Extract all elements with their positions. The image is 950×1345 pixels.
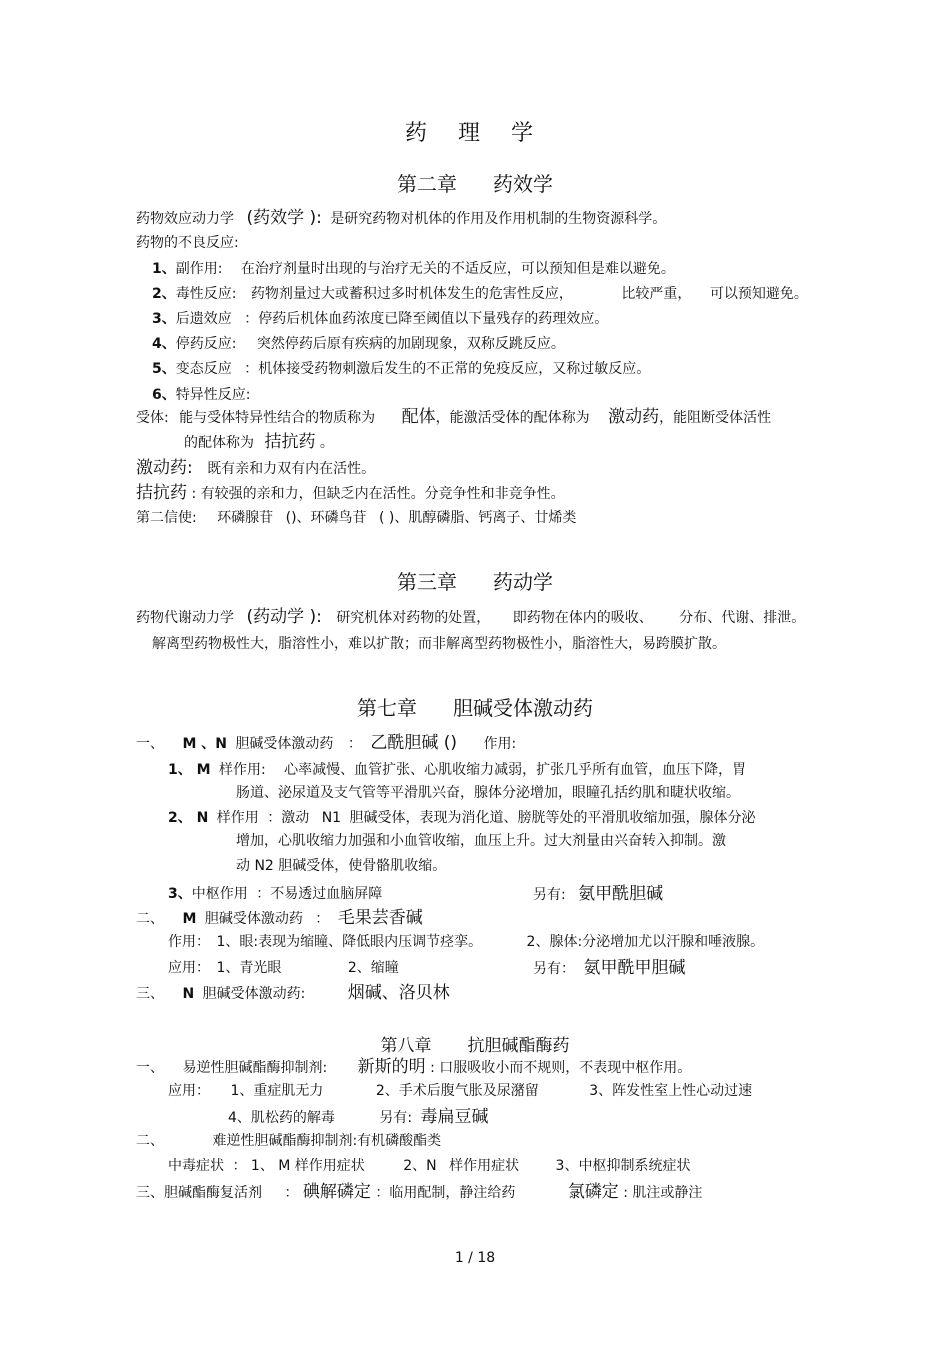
poisoning-symptoms: 中毒症状 ： 1、 M 样作用症状 2、N 样作用症状 3、中枢抑制系统症状 [168, 1158, 691, 1174]
chapter-7-heading: 第七章 胆碱受体激动药 [357, 696, 593, 720]
adverse-reactions-title: 药物的不良反应: [136, 235, 239, 251]
central-effect: 3、中枢作用 ：不易透过血脑屏障 [168, 886, 383, 902]
chapter-2-heading: 第二章 药效学 [397, 172, 553, 196]
antagonist-definition: 拮抗药 : 有较强的亲和力，但缺乏内在活性。分竞争性和非竞争性。 [136, 483, 565, 503]
also-carbachol: 另有: 氨甲酰胆碱 [533, 884, 664, 904]
m-effect: 1、 M 样作用: 心率减慢、血管扩张、心肌收缩力减弱，扩张几乎所有血管，血压下降，胃 [168, 762, 747, 778]
n-agonist-section: 三、 N 胆碱受体激动药: 烟碱、洛贝林 [136, 983, 450, 1003]
n-effect-cont-1: 增加，心肌收缩力加强和小血管收缩，血压上升。过大剂量由兴奋转入抑制。激 [236, 833, 726, 849]
adverse-item-6: 6、特异性反应: [152, 387, 251, 403]
chapter-8-heading: 第八章 抗胆碱酯酶药 [380, 1036, 570, 1056]
n-effect-cont-2: 动 N2 胆碱受体，使骨骼肌收缩。 [236, 858, 447, 874]
adverse-item-5: 5、变态反应 ：机体接受药物刺激后发生的不正常的免疫反应，又称过敏反应。 [152, 361, 651, 377]
pilocarpine-applications: 应用： 1、青光眼 2、缩瞳 [168, 960, 399, 976]
agonist-definition: 激动药: 既有亲和力双有内在活性。 [136, 458, 376, 478]
receptor-definition-cont: 的配体称为 拮抗药 。 [184, 432, 334, 452]
neostigmine-applications: 应用： 1、重症肌无力 2、手术后腹气胀及尿潴留 3、阵发性室上性心动过速 [168, 1083, 753, 1099]
page-number: 1 / 18 [454, 1250, 496, 1266]
ionization-note: 解离型药物极性大，脂溶性小，难以扩散；而非解离型药物极性小，脂溶性大，易跨膜扩散。 [152, 636, 726, 652]
n-effect: 2、 N 样作用 ：激动 N1 胆碱受体，表现为消化道、膀胱等处的平滑肌收缩加强，腺体分泌 [168, 810, 756, 826]
second-messenger: 第二信使: 环磷腺苷 ()、环磷鸟苷 ( )、肌醇磷脂、钙离子、廿烯类 [136, 510, 577, 526]
pilocarpine-effects: 作用： 1、眼:表现为缩瞳、降低眼内压调节痉挛。 2、腺体:分泌增加尤以汗腺和唾液腺。 [168, 934, 765, 950]
pharmacodynamics-definition: 药物效应动力学 (药效学 ): 是研究药物对机体的作用及作用机制的生物资源科学。 [136, 208, 667, 228]
irreversible-inhibitor-section: 二、 难逆性胆碱酯酶抑制剂:有机磷酸酯类 [136, 1133, 442, 1149]
m-effect-cont: 肠道、泌尿道及支气管等平滑肌兴奋，腺体分泌增加，眼瞳孔括约肌和睫状收缩。 [236, 785, 740, 801]
neostigmine-applications-cont: 4、肌松药的解毒 另有: 毒扁豆碱 [228, 1107, 489, 1127]
also-bethanechol: 另有： 氨甲酰甲胆碱 [533, 958, 686, 978]
chapter-3-heading: 第三章 药动学 [397, 570, 553, 594]
document-title: 药 理 学 [405, 121, 545, 146]
mn-agonist-section: 一、 M 、N 胆碱受体激动药 ： 乙酰胆碱 () 作用: [136, 733, 517, 753]
receptor-definition: 受体: 能与受体特异性结合的物质称为 配体，能激活受体的配体称为 激动药，能阻断受体活性 [136, 407, 772, 427]
adverse-item-3: 3、后遗效应 ：停药后机体血药浓度已降至阈值以下量残存的药理效应。 [152, 311, 609, 327]
adverse-item-4: 4、停药反应: 突然停药后原有疾病的加剧现象，双称反跳反应。 [152, 336, 565, 352]
pharmacokinetics-definition: 药物代谢动力学 (药动学 ): 研究机体对药物的处置， 即药物在体内的吸收、 分布、代谢、排泄。 [136, 607, 806, 627]
adverse-item-2: 2、毒性反应: 药物剂量过大或蓄积过多时机体发生的危害性反应， 比较严重， 可以预知避免。 [152, 286, 808, 302]
m-agonist-section: 二、 M 胆碱受体激动药 ： 毛果芸香碱 [136, 908, 423, 928]
reversible-inhibitor-section: 一、 易逆性胆碱酯酶抑制剂: 新斯的明 : 口服吸收小而不规则，不表现中枢作用。 [136, 1057, 692, 1077]
adverse-item-1: 1、副作用: 在治疗剂量时出现的与治疗无关的不适反应，可以预知但是难以避免。 [152, 261, 675, 277]
reactivator-section: 三、胆碱酯酶复活剂 ： 碘解磷定 ：临用配制，静注给药 氯磷定 : 肌注或静注 [136, 1182, 703, 1202]
